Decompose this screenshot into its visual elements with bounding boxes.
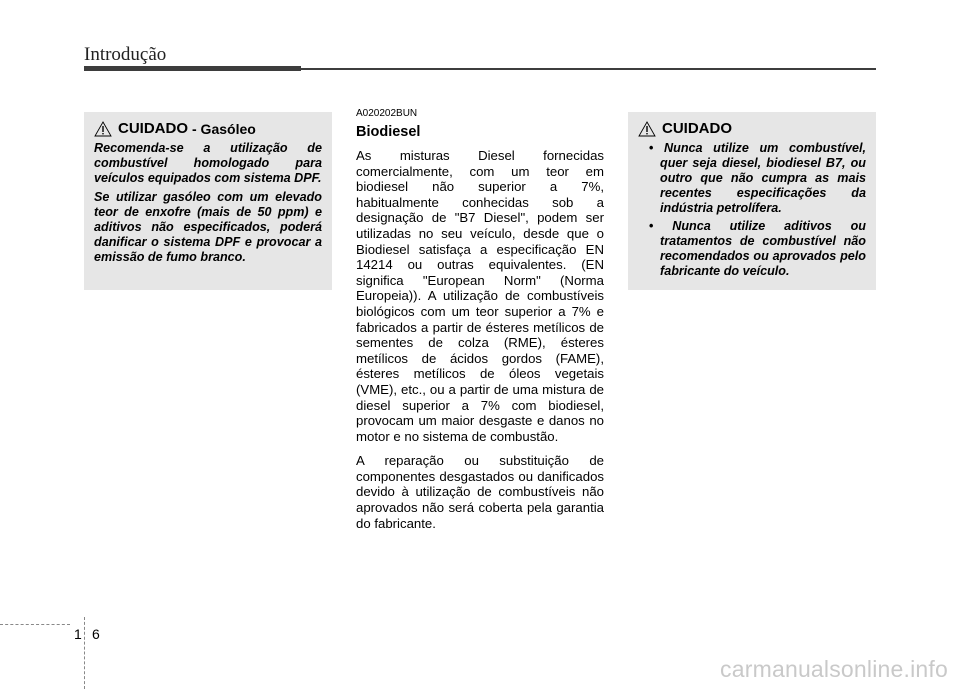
biodiesel-section (356, 108, 604, 540)
caution-title: CUIDADO (118, 120, 188, 137)
warning-triangle-icon (94, 121, 112, 137)
caution-list (638, 141, 866, 279)
caution-paragraph: Se utilizar gasóleo com um elevado teor de enxofre (mais de 50 ppm) e aditivos não especificados, poderá danificar o sistema DPF e provocar a emissão de fumo branco. (94, 190, 322, 264)
footer-crop-mark (0, 624, 70, 625)
body-paragraph: A reparação ou substituição de componentes desgastados ou danificados devido à utilização de combustíveis não aprovados não será coberta pela garantia do fabricante. (356, 453, 604, 531)
caution-title: CUIDADO (662, 120, 732, 137)
footer-divider (84, 617, 85, 689)
caution-paragraph: Recomenda-se a utilização de combustível homologado para veículos equipados com sistema DPF. (94, 141, 322, 185)
header-rule (301, 68, 876, 70)
caution-bullet: • Nunca utilize um combustível, quer seja diesel, biodiesel B7, ou outro que não cumpra as mais recentes especificações da indústria petrolífera. (638, 141, 866, 216)
section-title: Biodiesel (356, 124, 421, 140)
page-number: 6 (92, 626, 100, 642)
header-title: Introdução (84, 44, 167, 65)
caution-box-diesel (84, 112, 332, 290)
caution-heading (94, 120, 322, 137)
header-bar (84, 66, 301, 71)
warning-triangle-icon (638, 121, 656, 137)
caution-bullet: • Nunca utilize aditivos ou tratamentos de combustível não recomendados ou aprovados pelo fabricante do veículo. (638, 219, 866, 279)
caution-box-fuel (628, 112, 876, 290)
body-paragraph: As misturas Diesel fornecidas comercialmente, com um teor em biodiesel não superior a 7%, habitualmente conhecidas sob a designação de "B7 Diesel", podem ser utilizadas no seu veículo, desde que o Biodiesel satisfaça a especificação EN 14214 ou outras equivalentes. (EN significa "European Norm" (Norma Europeia)). A utilização de combustíveis biológicos com um teor superior a 7% e fabricados a partir de ésteres metílicos de sementes de colza (RME), ésteres metílicos de ácidos gordos (FAME), ésteres metílicos de óleos vegetais (VME), etc., ou a partir de uma mistura de diesel superior a 7% com biodiesel, provocam um maior desgaste e danos no motor e no sistema de combustão. (356, 148, 604, 444)
caution-heading (638, 120, 866, 137)
section-code: A020202BUN (356, 108, 418, 119)
watermark: carmanualsonline.info (720, 656, 948, 682)
chapter-number: 1 (74, 626, 82, 642)
caution-subtitle: - Gasóleo (192, 120, 256, 137)
